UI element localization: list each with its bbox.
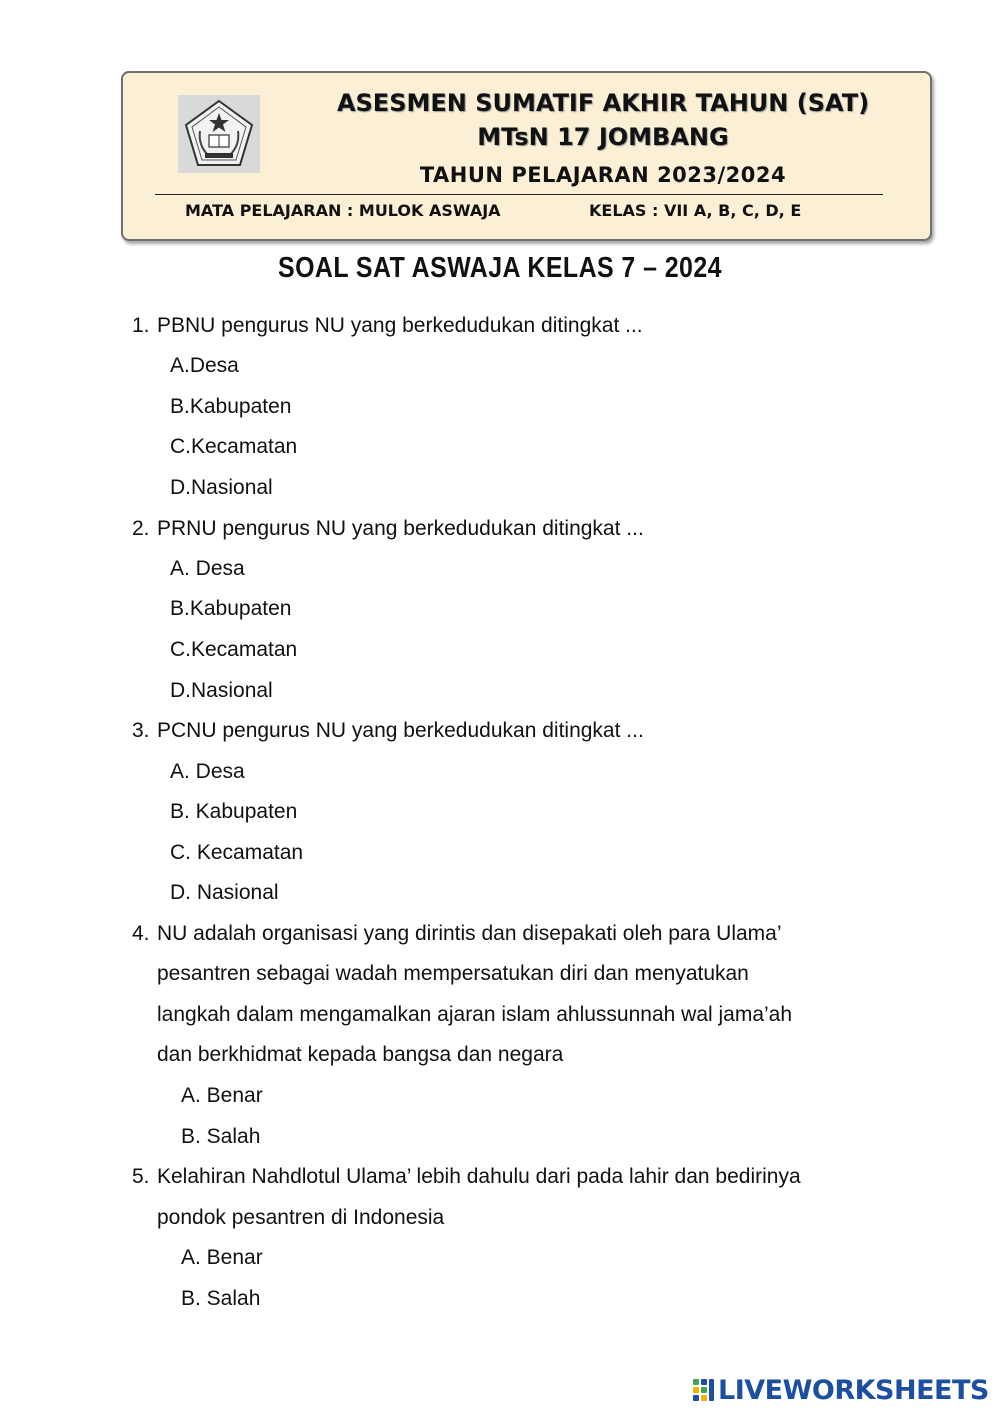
question-number: 1. bbox=[132, 314, 150, 337]
liveworksheets-logo-icon bbox=[692, 1377, 716, 1403]
question-text: pondok pesantren di Indonesia bbox=[157, 1206, 445, 1229]
answer-option[interactable]: B.Kabupaten bbox=[170, 395, 292, 418]
question-number: 4. bbox=[132, 922, 150, 945]
answer-option[interactable]: A. Desa bbox=[170, 557, 245, 580]
exam-title: ASESMEN SUMATIF AKHIR TAHUN (SAT) bbox=[336, 89, 870, 117]
answer-option[interactable]: C. Kecamatan bbox=[170, 841, 304, 864]
answer-option[interactable]: D.Nasional bbox=[170, 476, 273, 499]
class-label: KELAS : VII A, B, C, D, E bbox=[589, 201, 802, 220]
page-title: SOAL SAT ASWAJA KELAS 7 – 2024 bbox=[278, 252, 722, 284]
answer-option[interactable]: A. Desa bbox=[170, 760, 245, 783]
answer-option[interactable]: D.Nasional bbox=[170, 679, 273, 702]
school-name: MTsN 17 JOMBANG bbox=[477, 123, 729, 151]
answer-option[interactable]: C.Kecamatan bbox=[170, 638, 298, 661]
answer-option[interactable]: C.Kecamatan bbox=[170, 435, 298, 458]
question-text: NU adalah organisasi yang dirintis dan disepakati oleh para Ulama’ bbox=[157, 922, 782, 945]
subject-label: MATA PELAJARAN : MULOK ASWAJA bbox=[185, 201, 501, 220]
question-text: PCNU pengurus NU yang berkedudukan ditingkat ... bbox=[157, 719, 644, 742]
question-text: PRNU pengurus NU yang berkedudukan ditingkat ... bbox=[157, 517, 644, 540]
answer-option[interactable]: B. Kabupaten bbox=[170, 800, 298, 823]
question-number: 2. bbox=[132, 517, 150, 540]
question-number: 3. bbox=[132, 719, 150, 742]
question-text: Kelahiran Nahdlotul Ulama’ lebih dahulu dari pada lahir dan bedirinya bbox=[157, 1165, 801, 1188]
ministry-emblem-icon bbox=[178, 95, 260, 173]
answer-option[interactable]: B.Kabupaten bbox=[170, 597, 292, 620]
question-text: langkah dalam mengamalkan ajaran islam ahlussunnah wal jama’ah bbox=[157, 1003, 793, 1026]
liveworksheets-brand[interactable] bbox=[692, 1374, 989, 1406]
answer-option[interactable]: A. Benar bbox=[181, 1246, 263, 1269]
answer-option[interactable]: A.Desa bbox=[170, 354, 239, 377]
answer-option[interactable]: A. Benar bbox=[181, 1084, 263, 1107]
exam-header bbox=[121, 71, 932, 241]
answer-option[interactable]: B. Salah bbox=[181, 1287, 261, 1310]
question-text: PBNU pengurus NU yang berkedudukan ditingkat ... bbox=[157, 314, 643, 337]
question-text: dan berkhidmat kepada bangsa dan negara bbox=[157, 1043, 564, 1066]
academic-year: TAHUN PELAJARAN 2023/2024 bbox=[419, 163, 787, 187]
header-divider bbox=[155, 194, 883, 195]
question-text: pesantren sebagai wadah mempersatukan diri dan menyatukan bbox=[157, 962, 749, 985]
answer-option[interactable]: B. Salah bbox=[181, 1125, 261, 1148]
answer-option[interactable]: D. Nasional bbox=[170, 881, 279, 904]
question-number: 5. bbox=[132, 1165, 150, 1188]
brand-name: LIVEWORKSHEETS bbox=[718, 1374, 989, 1406]
